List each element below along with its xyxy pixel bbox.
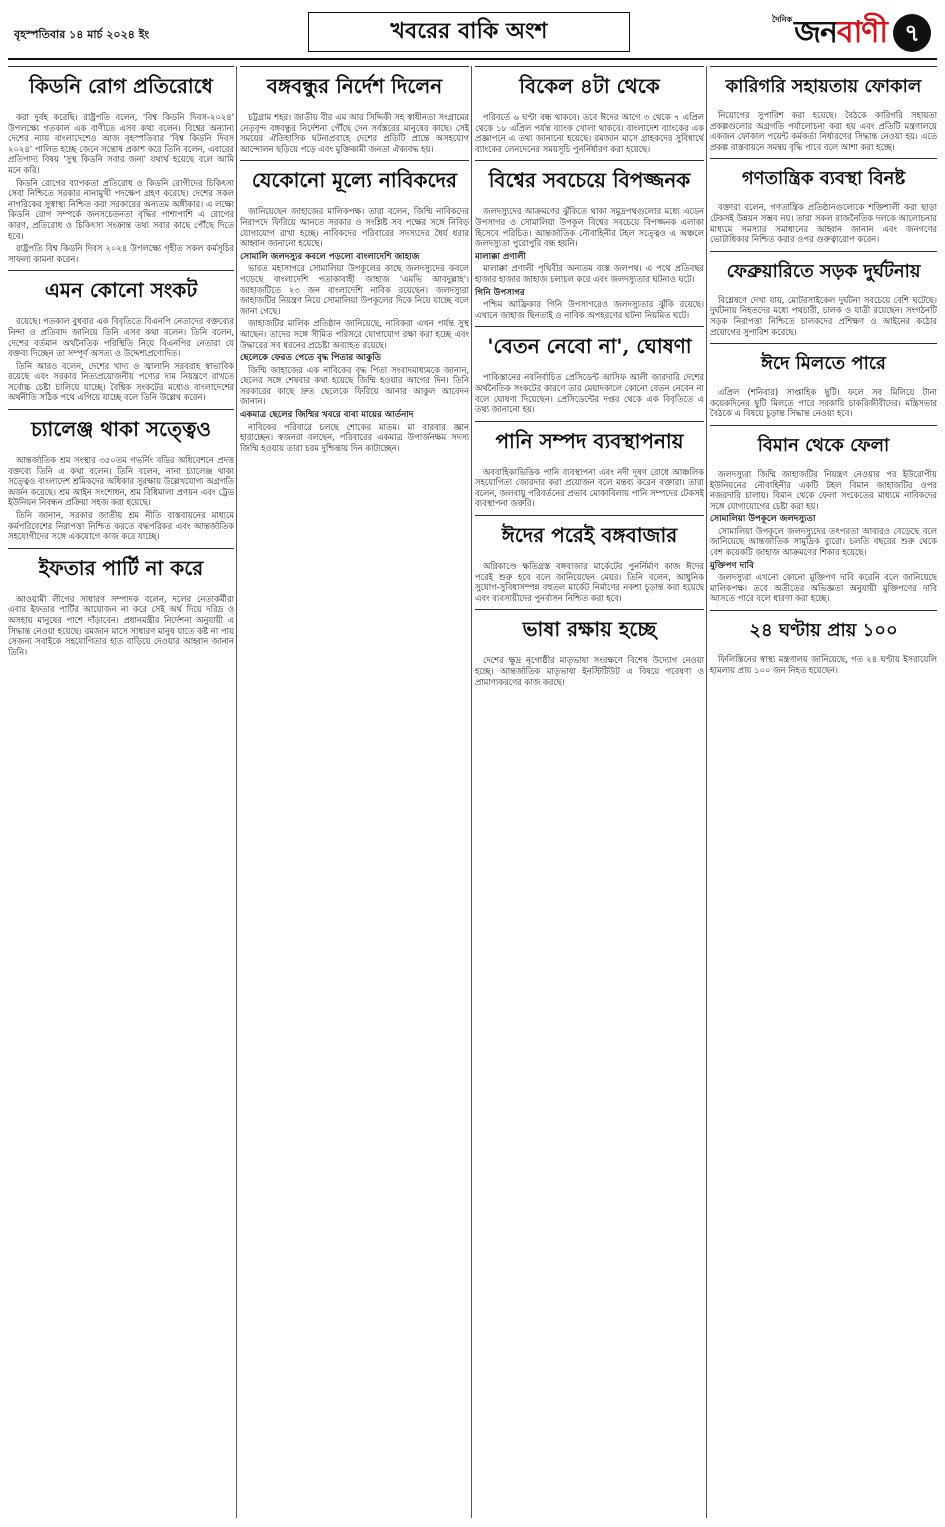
column-divider <box>471 66 472 1518</box>
headline: গণতান্ত্রিক ব্যবস্থা বিনষ্ট <box>710 158 937 199</box>
subheading: মালাক্কা প্রণালী <box>475 251 526 262</box>
subheading: মুক্তিপণ দাবি <box>710 560 754 571</box>
article-body <box>475 467 704 509</box>
paragraph: পাকিস্তানের নবনির্বাচিত প্রেসিডেন্ট আসিফ আলী জারদারি দেশের অর্থনৈতিক সংকটের কারণে তার মেয়াদকালে কোনো বেতন নেবেন না বলে ঘোষণা দিয়েছেন। প্রেসিডেন্টের দপ্তর থেকে এক বিবৃতিতে এ তথ্য জানানো হয়। <box>475 372 704 415</box>
column-4 <box>710 66 937 1518</box>
issue-date: বৃহস্পতিবার ১৪ মার্চ ২০২৪ ইং <box>14 28 150 41</box>
paragraph: জিম্মি জাহাজের এক নাবিকের বৃদ্ধ পিতা সংবাদমাধ্যমকে জানান, ছেলের সঙ্গে শেষবার কথা হয়েছে জিম্মি হওয়ার আগের দিন। তিনি সরকারের কাছে দ্রুত ছেলেকে ফিরিয়ে আনার আকুল আবেদন জানান। <box>240 364 469 407</box>
article-any-crisis <box>8 270 234 403</box>
paragraph: ফিলিস্তিনের স্বাস্থ্য মন্ত্রণালয় জানিয়েছে, গত ২৪ ঘণ্টায় ইসরায়েলি হামলায় প্রায় ১০০ জন নিহত হয়েছেন। <box>710 654 937 675</box>
headline: কিডনি রোগ প্রতিরোধে <box>8 66 234 109</box>
headline: বিমান থেকে ফেলা <box>710 425 937 466</box>
paragraph: জলদস্যুদের আক্রমণের ঝুঁকিতে থাকা সমুদ্রপথগুলোর মধ্যে এডেন উপসাগর ও সোমালিয়া উপকূল বিশ্বের সবচেয়ে বিপজ্জনক এলাকা হিসেবে পরিচিত। আন্তর্জাতিক নৌবাহিনীর টহল সত্ত্বেও এ অঞ্চলে জলদস্যুতা পুরোপুরি বন্ধ হয়নি। <box>475 206 704 249</box>
page-number-badge: ৭ <box>893 14 931 52</box>
paragraph: নিয়োগের সুপারিশ করা হয়েছে। বৈঠকে কারিগরি সহায়তা প্রকল্পগুলোর অগ্রগতি পর্যালোচনা করা হয় এবং প্রতিটি মন্ত্রণালয়ে একজন ফোকাল পয়েন্ট কর্মকর্তা নির্ধারণের সিদ্ধান্ত নেওয়া হয়। এতে প্রকল্প বাস্তবায়নে সমন্বয় বৃদ্ধি পাবে বলে আশা করা হচ্ছে। <box>710 110 937 152</box>
headline: ফেব্রুয়ারিতে সড়ক দুর্ঘটনায় <box>710 251 937 292</box>
column-3 <box>475 66 704 1518</box>
article-eid-holiday <box>710 343 937 419</box>
paragraph: ভারত মহাসাগরে সোমালিয়া উপকূলের কাছে জলদস্যুদের কবলে পড়েছে বাংলাদেশি পতাকাবাহী জাহাজ 'এমভি আবদুল্লাহ'। জাহাজটিতে ২৩ জন বাংলাদেশি নাবিক রয়েছেন। জলদস্যুরা জাহাজটির নিয়ন্ত্রণ নিয়ে সোমালিয়া উপকূলের দিকে নিয়ে যাচ্ছে বলে জানা গেছে। <box>240 263 469 316</box>
brand-prefix: দৈনিক <box>772 15 793 24</box>
paragraph: অববাহিকাভিত্তিক পানি ব্যবস্থাপনা এবং নদী দূষণ রোধে আঞ্চলিক সহযোগিতা জোরদার করা প্রয়োজন বলে মন্তব্য করেন বক্তারা। তারা বলেন, জলবায়ু পরিবর্তনের প্রভাব মোকাবিলায় পানি সম্পদের টেকসই ব্যবস্থাপনা জরুরি। <box>475 466 704 509</box>
paragraph: বিশ্লেষণে দেখা যায়, মোটরসাইকেল দুর্ঘটনা সবচেয়ে বেশি ঘটেছে। দুর্ঘটনায় নিহতদের মধ্যে পথচারী, চালক ও যাত্রী রয়েছেন। সংগঠনটি সড়ক নিরাপত্তা নিশ্চিতে চালকদের প্রশিক্ষণ ও আইনের কঠোর প্রয়োগের সুপারিশ করেছে। <box>710 294 937 337</box>
article-body <box>8 112 234 264</box>
headline: যেকোনো মূল্যে নাবিকদের <box>240 160 469 203</box>
section-title: খবরের বাকি অংশ <box>308 12 630 52</box>
article-dangerous <box>475 160 704 320</box>
brand-logo-part2: বাণী <box>836 14 887 50</box>
article-body <box>8 455 234 542</box>
paragraph: আওয়ামী লীগের সাধারণ সম্পাদক বলেন, দলের নেতাকর্মীরা এবার ইফতার পার্টির আয়োজন না করে সেই অর্থ দিয়ে দরিদ্র ও অসহায় মানুষের পাশে দাঁড়াবেন। প্রধানমন্ত্রীর নির্দেশনা অনুযায়ী এ সিদ্ধান্ত নেওয়া হয়েছে। রমজান মাসে সাধারণ মানুষ যাতে কষ্ট না পায় সেজন্য সবাইকে সহযোগিতার হাত বাড়িয়ে দেওয়ার আহ্বান জানান তিনি। <box>8 593 234 657</box>
article-body <box>475 112 704 154</box>
headline: বঙ্গবন্ধুর নির্দেশ দিলেন <box>240 66 469 109</box>
paragraph: জানিয়েছেন জাহাজের মালিকপক্ষ। তারা বলেন, জিম্মি নাবিকদের নিরাপদে ফিরিয়ে আনতে সরকার ও সংশ্লিষ্ট সব পক্ষের সঙ্গে নিবিড় যোগাযোগ রাখা হচ্ছে। নাবিকদের পরিবারের সদস্যদের ধৈর্য ধরার আহ্বান জানানো হয়েছে। <box>240 206 469 249</box>
subheading: সোমালি জলদস্যুর কবলে পড়লো বাংলাদেশি জাহাজ <box>240 251 420 262</box>
headline: ২৪ ঘণ্টায় প্রায় ১০০ <box>710 610 937 651</box>
article-eid-bangabazar <box>475 515 704 603</box>
paragraph: অগ্নিকাণ্ডে ক্ষতিগ্রস্ত বঙ্গবাজার মার্কেটের পুনর্নির্মাণ কাজ ঈদের পরেই শুরু হবে বলে জানিয়েছেন মেয়র। তিনি বলেন, আধুনিক সুযোগ-সুবিধাসম্পন্ন বহুতল মার্কেট নির্মাণের নকশা চূড়ান্ত করা হয়েছে এবং ব্যবসায়ীদের পুনর্বাসন নিশ্চিত করা হবে। <box>475 561 704 603</box>
paragraph: চট্টগ্রাম শহর। জাতীয় বীর এম আর সিদ্দিকী সহ স্বাধীনতা সংগ্রামের নেতৃবৃন্দ বঙ্গবন্ধুর নির্দেশনা পৌঁছে দেন সর্বস্তরের মানুষের কাছে। সেই সময়ের ঐতিহাসিক ঘটনাপ্রবাহে দেশের প্রতিটি প্রান্তে অসহযোগ আন্দোলন ছড়িয়ে পড়ে এবং মুক্তিকামী জনতা ঐক্যবদ্ধ হয়। <box>240 112 469 154</box>
article-water <box>475 421 704 509</box>
paragraph: জলদস্যুরা জিম্মি জাহাজটির নিয়ন্ত্রণ নেওয়ার পর ইউরোপীয় ইউনিয়নের নৌবাহিনীর একটি টহল বিমান জাহাজটির ওপর নজরদারি চালায়। বিমান থেকে ফেলা সংকেতের মাধ্যমে নাবিকদের সঙ্গে যোগাযোগের চেষ্টা করা হয়। <box>710 468 937 511</box>
column-divider <box>236 66 237 1518</box>
paragraph: তিনি জানান, সরকার জাতীয় শ্রম নীতি বাস্তবায়নের মাধ্যমে কর্মপরিবেশের নিরাপত্তা নিশ্চিত করতে বদ্ধপরিকর এবং আন্তর্জাতিক সহযোগীদের সঙ্গে একযোগে কাজ করে যাচ্ছে। <box>8 510 234 542</box>
article-body <box>710 202 937 244</box>
headline: ঈদে মিলতে পারে <box>710 343 937 384</box>
article-technical <box>710 66 937 152</box>
masthead <box>8 6 937 60</box>
article-body <box>475 561 704 603</box>
subheading: ছেলেকে ফেরত পেতে বৃদ্ধ পিতার আকুতি <box>240 353 382 364</box>
subheading: সোমালিয়া উপকূলে জলদস্যুতা <box>710 514 816 525</box>
article-body <box>8 316 234 403</box>
article-language <box>475 609 704 687</box>
paragraph: পরিবর্তে ৬ ঘণ্টা বন্ধ থাকবে। তবে ঈদের আগে ৩ থেকে ৭ এপ্রিল থেকে ১৮ এপ্রিল পর্যন্ত ব্যাংক খোলা থাকবে। বাংলাদেশ ব্যাংকের এক প্রজ্ঞাপনে এ তথ্য জানানো হয়েছে। রমজান মাসে গ্রাহকদের সুবিধার্থে ব্যাংকের লেনদেনের সময়সূচি পুনর্নির্ধারণ করা হয়েছে। <box>475 112 704 154</box>
article-february-accidents <box>710 251 937 337</box>
article-challenge <box>8 409 234 542</box>
headline: ঈদের পরেই বঙ্গবাজার <box>475 515 704 558</box>
article-body <box>240 206 469 453</box>
paragraph: এপ্রিল (শনিবার) সাপ্তাহিক ছুটি। ফলে সব মিলিয়ে টানা কয়েকদিনের ছুটি মিলতে পারে সরকারি চাকরিজীবীদের। মন্ত্রিসভার বৈঠকে এ বিষয়ে চূড়ান্ত সিদ্ধান্ত নেওয়া হবে। <box>710 387 937 419</box>
brand-logo-part1: জন <box>794 14 837 50</box>
column-2 <box>240 66 469 1518</box>
paragraph: আন্তর্জাতিক শ্রম সংস্থার ৩৫০তম গভর্নিং বডির অধিবেশনে প্রদত্ত বক্তব্যে তিনি এ কথা বলেন। তিনি বলেন, নানা চ্যালেঞ্জ থাকা সত্ত্বেও বাংলাদেশ শ্রমিকদের অধিকার সুরক্ষায় উল্লেখযোগ্য অগ্রগতি অর্জন করেছে। শ্রম আইন সংশোধন, শ্রম বিধিমালা প্রণয়ন এবং ট্রেড ইউনিয়ন নিবন্ধন প্রক্রিয়া সহজ করা হয়েছে। <box>8 455 234 508</box>
article-afternoon <box>475 66 704 154</box>
article-24-hours <box>710 610 937 675</box>
article-body <box>710 110 937 152</box>
paragraph: রয়েছে। গতকাল বুধবার এক বিবৃতিতে বিএনপি নেতাদের বক্তব্যের নিন্দা ও প্রতিবাদ জানিয়ে তিনি এসব কথা বলেন। তিনি বলেন, দেশের বর্তমান অর্থনৈতিক পরিস্থিতি নিয়ে বিএনপির নেতারা যে বক্তব্য দিচ্ছেন তা সম্পূর্ণ অসত্য ও উদ্দেশ্যপ্রণোদিত। <box>8 316 234 359</box>
headline: 'বেতন নেবো না', ঘোষণা <box>475 326 704 369</box>
article-body <box>710 469 937 604</box>
paragraph: নাবিকের পরিবারে চলছে শোকের মাতম। মা বারবার জ্ঞান হারাচ্ছেন। স্বজনরা বলছেন, পরিবারের একমাত্র উপার্জনক্ষম সদস্য জিম্মি হওয়ায় তারা চরম দুশ্চিন্তায় দিন কাটাচ্ছেন। <box>240 421 469 453</box>
article-body <box>710 387 937 419</box>
article-democratic <box>710 158 937 244</box>
headline: চ্যালেঞ্জ থাকা সত্ত্বেও <box>8 409 234 452</box>
paragraph: জলদস্যুরা এখনো কোনো মুক্তিপণ দাবি করেনি বলে জানিয়েছে মালিকপক্ষ। তবে অতীতের অভিজ্ঞতা অনুযায়ী মুক্তিপণের দাবি আসতে পারে বলে ধারণা করা হচ্ছে। <box>710 572 937 604</box>
article-body <box>710 295 937 337</box>
paragraph: পশ্চিম আফ্রিকার গিনি উপসাগরেও জলদস্যুতার ঝুঁকি রয়েছে। এখানে জাহাজ ছিনতাই ও নাবিক অপহরণের ঘটনা নিয়মিত ঘটে। <box>475 299 704 320</box>
headline: ইফতার পার্টি না করে <box>8 548 234 591</box>
paragraph: বক্তারা বলেন, গণতান্ত্রিক প্রতিষ্ঠানগুলোকে শক্তিশালী করা ছাড়া টেকসই উন্নয়ন সম্ভব নয়। তারা সকল রাজনৈতিক দলকে আলোচনার মাধ্যমে সমস্যার সমাধানের আহ্বান জানান এবং জনগণের ভোটাধিকার নিশ্চিত করার ওপর গুরুত্বারোপ করেন। <box>710 202 937 245</box>
paragraph: দেশের ক্ষুদ্র নৃগোষ্ঠীর মাতৃভাষা সংরক্ষণে বিশেষ উদ্যোগ নেওয়া হচ্ছে। আন্তর্জাতিক মাতৃভাষা ইনস্টিটিউট এ বিষয়ে গবেষণা ও প্রামাণ্যকরণের কাজ করছে। <box>475 655 704 687</box>
paragraph: সোমালিয়া উপকূলে জলদস্যুদের তৎপরতা আবারও বেড়েছে বলে জানিয়েছে আন্তর্জাতিক সামুদ্রিক ব্যুরো। চলতি বছরের শুরু থেকে বেশ কয়েকটি জাহাজ আক্রমণের শিকার হয়েছে। <box>710 525 937 558</box>
article-body <box>8 594 234 658</box>
article-body <box>475 655 704 687</box>
article-iftar <box>8 548 234 658</box>
paragraph: কিডনি রোগের ব্যাপকতা প্রতিরোধ ও কিডনি রোগীদের চিকিৎসা সেবা নিশ্চিতে সরকার নানামুখী পদক্ষেপ গ্রহণ করেছে। দেশের সকল নাগরিকের সুস্বাস্থ্য নিশ্চিত করা সরকারের অন্যতম অঙ্গীকার। এ লক্ষ্যে কিডনি রোগ সম্পর্কে জনসচেতনতা বৃদ্ধির পাশাপাশি এ রোগের কারণ, প্রতিরোধ ও চিকিৎসা সংক্রান্ত তথ্য সবার কাছে পৌঁছে দিতে হবে। <box>8 177 234 241</box>
paragraph: তিনি আরও বলেন, দেশের খাদ্য ও জ্বালানি সরবরাহ স্বাভাবিক রয়েছে এবং সরকার নিত্যপ্রয়োজনীয় পণ্যের দাম নিয়ন্ত্রণে রাখতে সর্বোচ্চ চেষ্টা চালিয়ে যাচ্ছে। বৈশ্বিক সংকটের মধ্যেও বাংলাদেশের অর্থনীতি সঠিক পথে এগিয়ে যাচ্ছে বলে তিনি উল্লেখ করেন। <box>8 360 234 403</box>
paragraph: জাহাজটির মালিক প্রতিষ্ঠান জানিয়েছে, নাবিকরা এখন পর্যন্ত সুস্থ আছেন। তাদের সঙ্গে সীমিত পরিসরে যোগাযোগ রক্ষা করা হচ্ছে এবং উদ্ধারের সব ধরনের প্রচেষ্টা অব্যাহত রয়েছে। <box>240 318 469 350</box>
article-body <box>475 206 704 320</box>
headline: এমন কোনো সংকট <box>8 270 234 313</box>
column-1 <box>8 66 234 1518</box>
headline: কারিগরি সহায়তায় ফোকাল <box>710 66 937 107</box>
article-sailors <box>240 160 469 453</box>
paragraph: মালাক্কা প্রণালী পৃথিবীর অন্যতম ব্যস্ত জলপথ। এ পথে প্রতিবছর হাজার হাজার জাহাজ চলাচল করে এবং জলদস্যুতার ঘটনাও ঘটে। <box>475 263 704 284</box>
column-divider <box>706 66 707 1518</box>
article-body <box>240 112 469 154</box>
headline: ভাষা রক্ষায় হচ্ছে <box>475 609 704 652</box>
article-salary <box>475 326 704 414</box>
article-kidney <box>8 66 234 264</box>
article-plane <box>710 425 937 604</box>
brand-logo <box>794 8 887 59</box>
paragraph: রাষ্ট্রপতি বিশ্ব কিডনি দিবস ২০২৪ উপলক্ষ্যে গৃহীত সকল কর্মসূচির সাফল্য কামনা করেন। <box>8 243 234 264</box>
newspaper-brand <box>772 10 931 56</box>
paragraph: করা দুর্বহ করেছি। রাষ্ট্রপতি বলেন, 'বিশ্ব কিডনি দিবস-২০২৪' উপলক্ষ্যে গতকাল এক বাণীতে এসব কথা বলেন। বিশ্বের অন্যান্য দেশের ন্যায় বাংলাদেশেও আজ বৃহস্পতিবার 'বিশ্ব কিডনি দিবস ২০২৪' পালিত হচ্ছে জেনে সন্তোষ প্রকাশ করে তিনি বলেন, এবারের প্রতিপাদ্য বিষয় 'সুস্থ কিডনি সবার জন্য' যথার্থ হয়েছে বলে আমি মনে করি। <box>8 112 234 175</box>
subheading: গিনি উপসাগর <box>475 287 525 298</box>
article-bangabandhu <box>240 66 469 154</box>
article-body <box>710 654 937 675</box>
article-body <box>475 372 704 414</box>
headline: বিকেল ৪টা থেকে <box>475 66 704 109</box>
subheading: একমাত্র ছেলের জিম্মির খবরে বাবা মায়ের আর্তনাদ <box>240 410 414 421</box>
headline: পানি সম্পদ ব্যবস্থাপনায় <box>475 421 704 464</box>
headline: বিশ্বের সবচেয়ে বিপজ্জনক <box>475 160 704 203</box>
